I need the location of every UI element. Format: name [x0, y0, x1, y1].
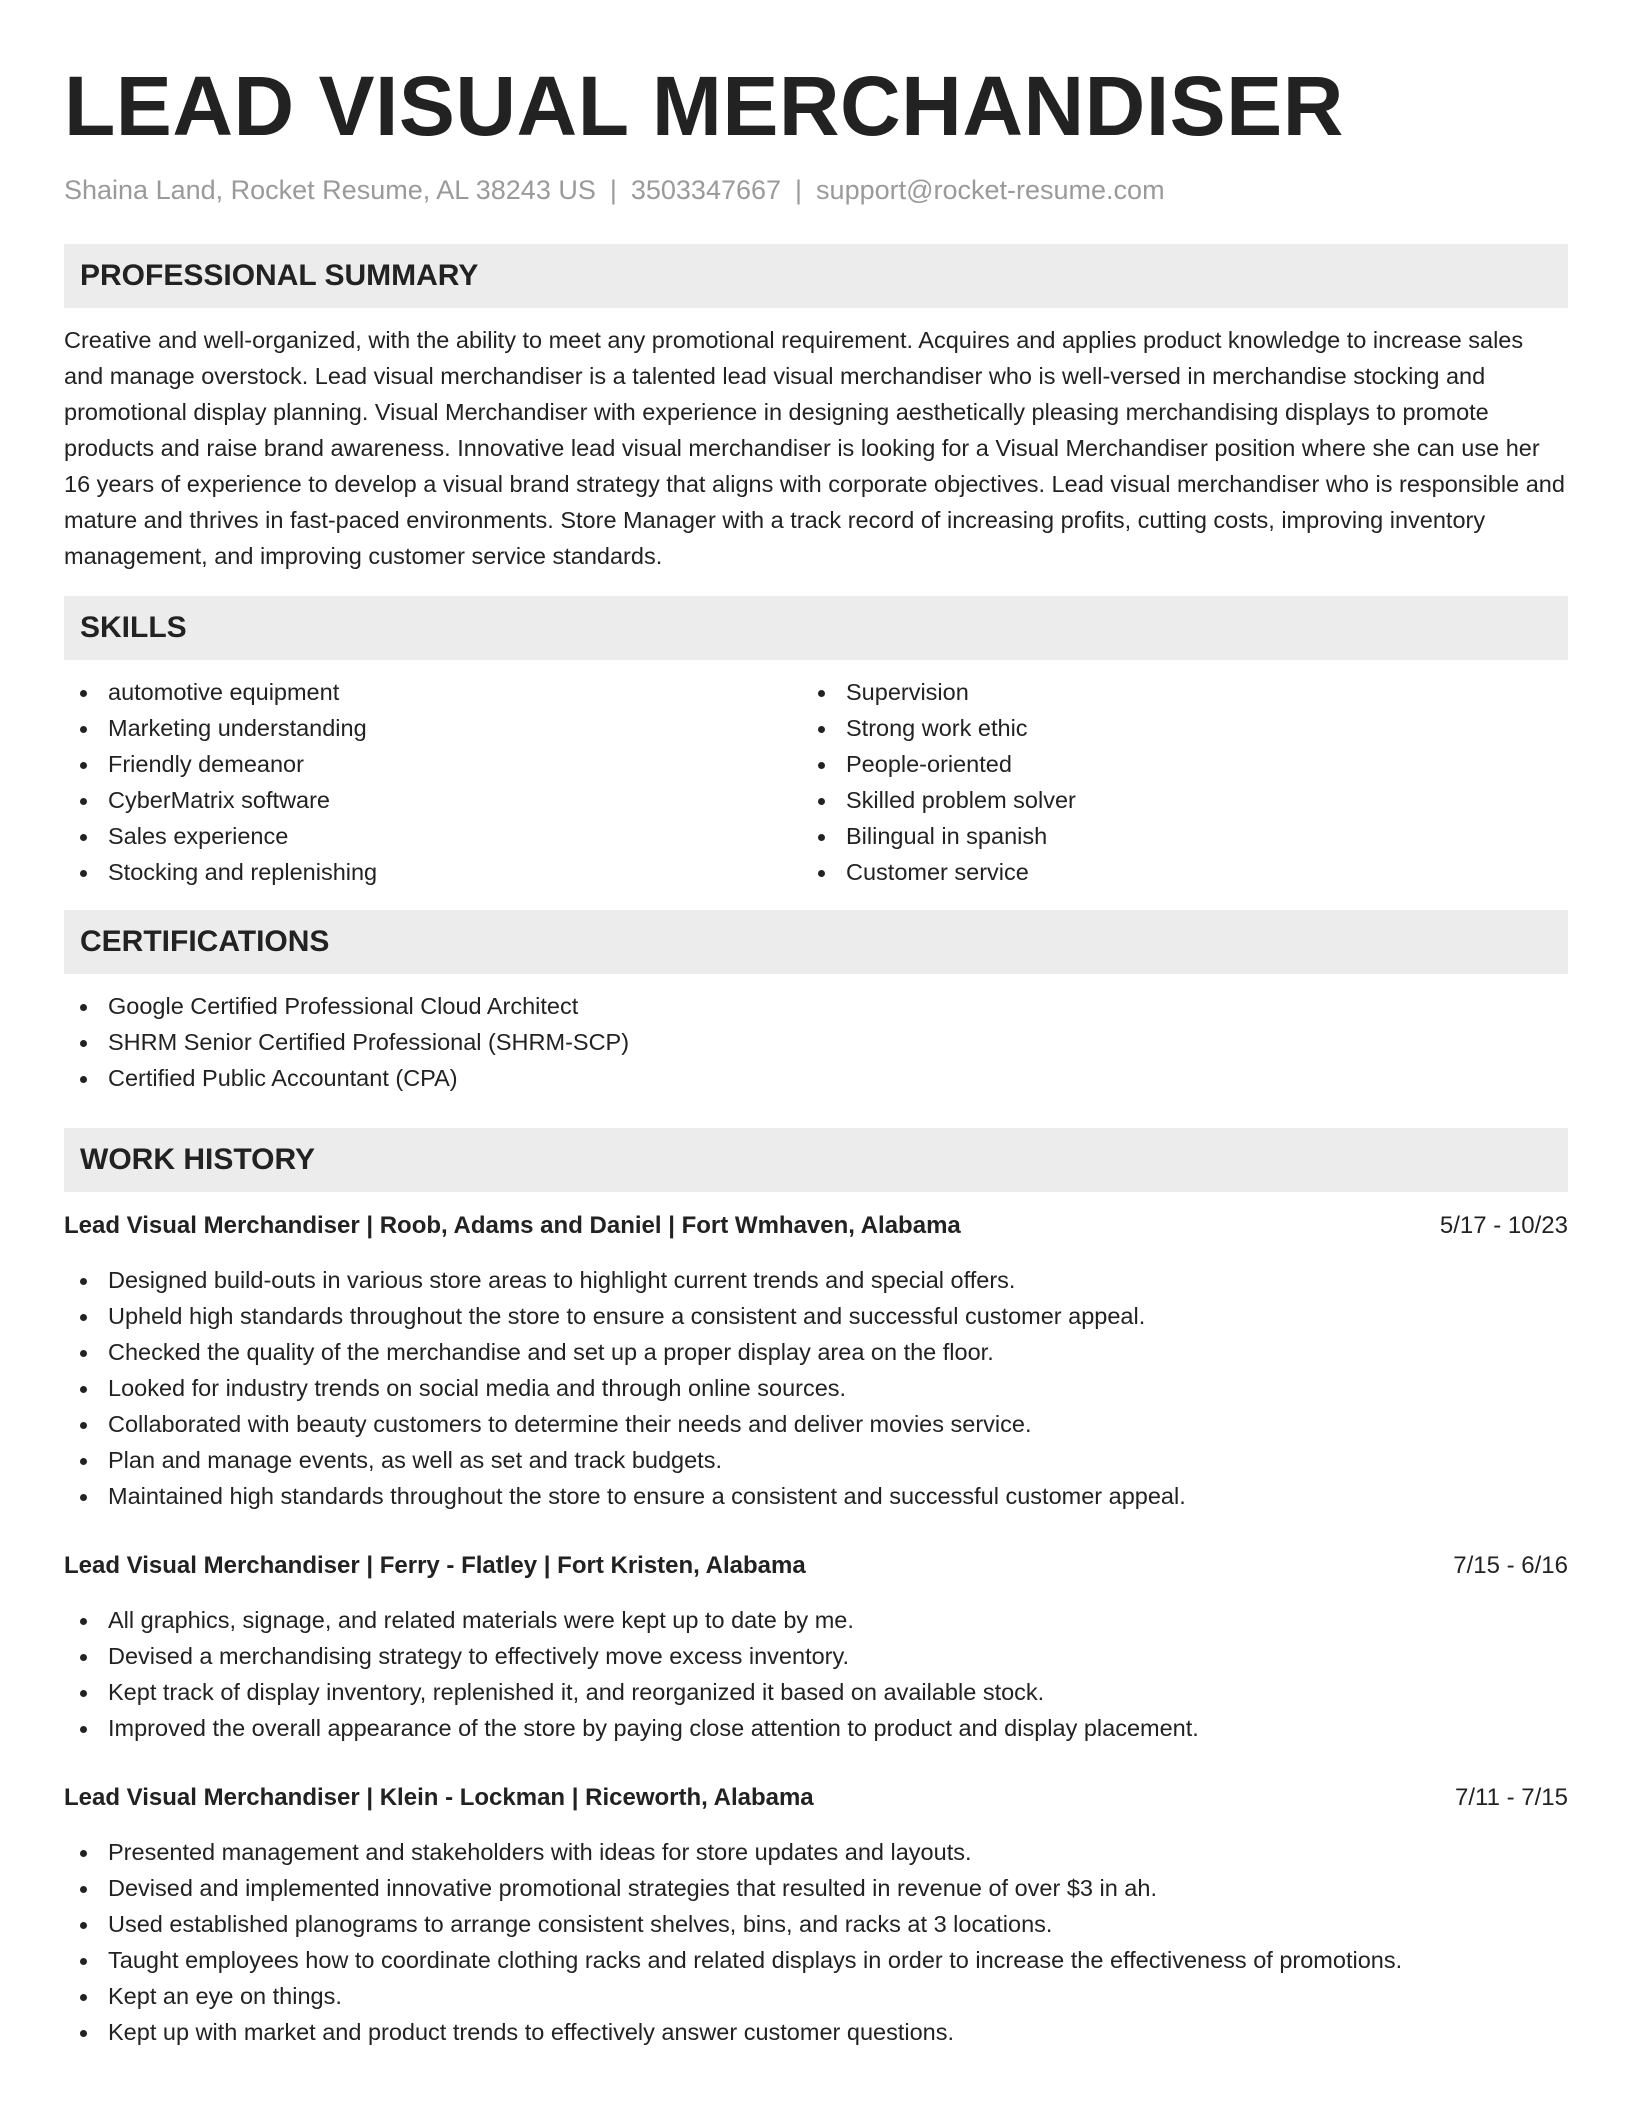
skills-grid: [64, 674, 1568, 890]
job-header: [64, 1780, 1568, 1816]
skill-item: Sales experience: [64, 818, 802, 854]
job-entry: [64, 1208, 1568, 1514]
contact-email: support@rocket-resume.com: [816, 175, 1165, 205]
job-bullets: [64, 1262, 1568, 1514]
job-bullet: Taught employees how to coordinate clothing racks and related displays in order to increase the effectiveness of promotions.: [64, 1942, 1568, 1978]
contact-line: [64, 172, 1568, 208]
job-bullet: Improved the overall appearance of the store by paying close attention to product and display placement.: [64, 1710, 1568, 1746]
job-bullet: Maintained high standards throughout the store to ensure a consistent and successful customer appeal.: [64, 1478, 1568, 1514]
job-bullet: Plan and manage events, as well as set and track budgets.: [64, 1442, 1568, 1478]
job-header: [64, 1548, 1568, 1584]
skill-item: People-oriented: [802, 746, 1540, 782]
job-bullet: Devised and implemented innovative promotional strategies that resulted in revenue of over $3 in ah.: [64, 1870, 1568, 1906]
skill-item: Friendly demeanor: [64, 746, 802, 782]
job-title: Lead Visual Merchandiser | Ferry - Flatley | Fort Kristen, Alabama: [64, 1552, 806, 1579]
section-heading-skills: SKILLS: [64, 596, 1568, 660]
contact-address: Shaina Land, Rocket Resume, AL 38243 US: [64, 175, 596, 205]
job-bullet: Checked the quality of the merchandise and set up a proper display area on the floor.: [64, 1334, 1568, 1370]
job-bullet: Devised a merchandising strategy to effectively move excess inventory.: [64, 1638, 1568, 1674]
job-bullet: Kept up with market and product trends to effectively answer customer questions.: [64, 2014, 1568, 2050]
skill-item: CyberMatrix software: [64, 782, 802, 818]
job-dates: 5/17 - 10/23: [1439, 1212, 1568, 1239]
certification-item: Google Certified Professional Cloud Architect: [64, 988, 1568, 1024]
job-dates: 7/11 - 7/15: [1455, 1784, 1568, 1811]
certification-item: Certified Public Accountant (CPA): [64, 1060, 1568, 1096]
section-heading-work-history: WORK HISTORY: [64, 1128, 1568, 1192]
job-bullet: Collaborated with beauty customers to determine their needs and deliver movies service.: [64, 1406, 1568, 1442]
skill-item: Strong work ethic: [802, 710, 1540, 746]
job-title: Lead Visual Merchandiser | Roob, Adams and Daniel | Fort Wmhaven, Alabama: [64, 1212, 961, 1239]
job-header: [64, 1208, 1568, 1244]
contact-separator: |: [609, 175, 617, 205]
skill-item: Stocking and replenishing: [64, 854, 802, 890]
certifications-list: [64, 988, 1568, 1096]
job-bullet: Used established planograms to arrange consistent shelves, bins, and racks at 3 locations.: [64, 1906, 1568, 1942]
job-entry: [64, 1548, 1568, 1746]
summary-text: Creative and well-organized, with the ability to meet any promotional requirement. Acquires and applies product knowledge to increase sales and manage overstock. Lead visual merchandiser is a talented lead visual merchandiser who is well-versed in merchandise stocking and promotional display planning. Visual Merchandiser with experience in designing aesthetically pleasing merchandising displays to promote products and raise brand awareness. Innovative lead visual merchandiser is looking for a Visual Merchandiser position where she can use her 16 years of experience to develop a visual brand strategy that aligns with corporate objectives. Lead visual merchandiser who is responsible and mature and thrives in fast-paced environments. Store Manager with a track record of increasing profits, cutting costs, improving inventory management, and improving customer service standards.: [64, 327, 1565, 569]
job-entry: [64, 1780, 1568, 2050]
job-bullet: Upheld high standards throughout the store to ensure a consistent and successful customer appeal.: [64, 1298, 1568, 1334]
job-bullet: Looked for industry trends on social media and through online sources.: [64, 1370, 1568, 1406]
skill-item: Skilled problem solver: [802, 782, 1540, 818]
skills-list-right: [802, 674, 1540, 890]
section-heading-summary: PROFESSIONAL SUMMARY: [64, 244, 1568, 308]
skill-item: Supervision: [802, 674, 1540, 710]
job-bullets: [64, 1602, 1568, 1746]
contact-phone: 3503347667: [630, 175, 782, 205]
job-title: Lead Visual Merchandiser | Klein - Lockman | Riceworth, Alabama: [64, 1784, 814, 1811]
section-heading-certifications: CERTIFICATIONS: [64, 910, 1568, 974]
resume-title: LEAD VISUAL MERCHANDISER: [64, 59, 1344, 153]
job-bullets: [64, 1834, 1568, 2050]
certification-item: SHRM Senior Certified Professional (SHRM-SCP): [64, 1024, 1568, 1060]
skills-list-left: [64, 674, 802, 890]
skill-item: automotive equipment: [64, 674, 802, 710]
skill-item: Bilingual in spanish: [802, 818, 1540, 854]
job-bullet: Presented management and stakeholders with ideas for store updates and layouts.: [64, 1834, 1568, 1870]
job-bullet: Designed build-outs in various store areas to highlight current trends and special offers.: [64, 1262, 1568, 1298]
job-dates: 7/15 - 6/16: [1453, 1552, 1568, 1579]
job-bullet: Kept an eye on things.: [64, 1978, 1568, 2014]
job-bullet: All graphics, signage, and related materials were kept up to date by me.: [64, 1602, 1568, 1638]
skill-item: Marketing understanding: [64, 710, 802, 746]
skill-item: Customer service: [802, 854, 1540, 890]
job-bullet: Kept track of display inventory, replenished it, and reorganized it based on available stock.: [64, 1674, 1568, 1710]
contact-separator: |: [795, 175, 803, 205]
